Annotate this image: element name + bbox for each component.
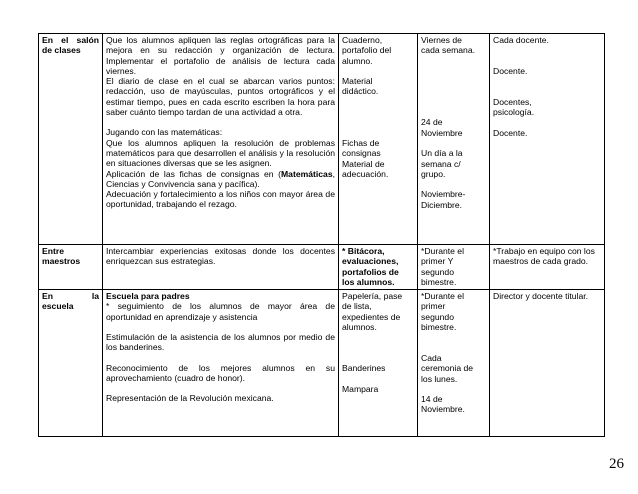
- page-number: 26: [609, 456, 624, 472]
- activity-paragraph: Representación de la Revolución mexicana.: [106, 393, 274, 404]
- activities-cell: [103, 34, 339, 245]
- responsible-cell: Director y docente titular.: [490, 290, 605, 437]
- activity-paragraph: Estimulación de la asistencia de los alumnos por medio de los banderines.: [106, 332, 335, 353]
- activities-cell: Intercambiar experiencias exitosas donde los docentes enriquezcan sus estrategias.: [103, 245, 339, 290]
- timing-cell: *Durante el primer Y segundo bimestre.: [418, 245, 490, 290]
- activity-paragraph: Aplicación de las fichas de consignas en (Matemáticas, Ciencias y Convivencia sana y pacífica).: [106, 168, 335, 189]
- activity-paragraph: Que los alumnos apliquen las reglas ortográficas para la mejora en su redacción y organización de lectura. Implementar el portafolio de análisis de lectura cada viernes.: [106, 35, 335, 76]
- timing-cell: Viernes de cada semana. 24 de Noviembre Un día a la semana c/ grupo. Noviembre- Diciembre.: [418, 34, 490, 245]
- activity-paragraph: Reconocimiento de los mejores alumnos en su aprovechamiento (cuadro de honor).: [106, 362, 335, 383]
- section-heading: Escuela para padres: [106, 291, 190, 302]
- resources-cell: Cuaderno, portafolio del alumno. Material didáctico. Fichas de consignas Material de adecuación.: [339, 34, 418, 245]
- activity-table: [38, 33, 605, 437]
- activity-paragraph: Que los alumnos apliquen la resolución de problemas matemáticos para que desarrollen el análisis y la resolución en situaciones diversas que se les asignen.: [106, 137, 335, 169]
- resources-cell: * Bitácora, evaluaciones, portafolios de los alumnos.: [339, 245, 418, 290]
- table-row: [39, 34, 605, 245]
- resources-cell: Papelería, pase de lista, expedientes de alumnos. Banderines Mampara: [339, 290, 418, 437]
- activity-paragraph: Jugando con las matemáticas:: [106, 127, 223, 138]
- row-label: Entre maestros: [39, 245, 103, 290]
- responsible-cell: *Trabajo en equipo con los maestros de cada grado.: [490, 245, 605, 290]
- row-label: En el salón de clases: [39, 34, 103, 245]
- timing-cell: *Durante el primer segundo bimestre. Cada ceremonia de los lunes. 14 de Noviembre.: [418, 290, 490, 437]
- responsible-cell: Cada docente. Docente. Docentes, psicología. Docente.: [490, 34, 605, 245]
- activity-paragraph: * seguimiento de los alumnos de mayor área de oportunidad en aprendizaje y asistencia: [106, 301, 335, 322]
- table-row: [39, 290, 605, 437]
- activities-cell: [103, 290, 339, 437]
- activity-paragraph: Adecuación y fortalecimiento a los niños con mayor área de oportunidad, trabajando el rezago.: [106, 189, 335, 210]
- row-label: En la escuela: [39, 290, 103, 437]
- activity-paragraph: El diario de clase en el cual se abarcan varios puntos: redacción, uso de mayúsculas, puntos ortográficos y el estimar tiempo, pues en cada escrito escriben la hora para saber cuánto tiempo tardan de una actividad a otra.: [106, 76, 335, 118]
- table-row: [39, 245, 605, 290]
